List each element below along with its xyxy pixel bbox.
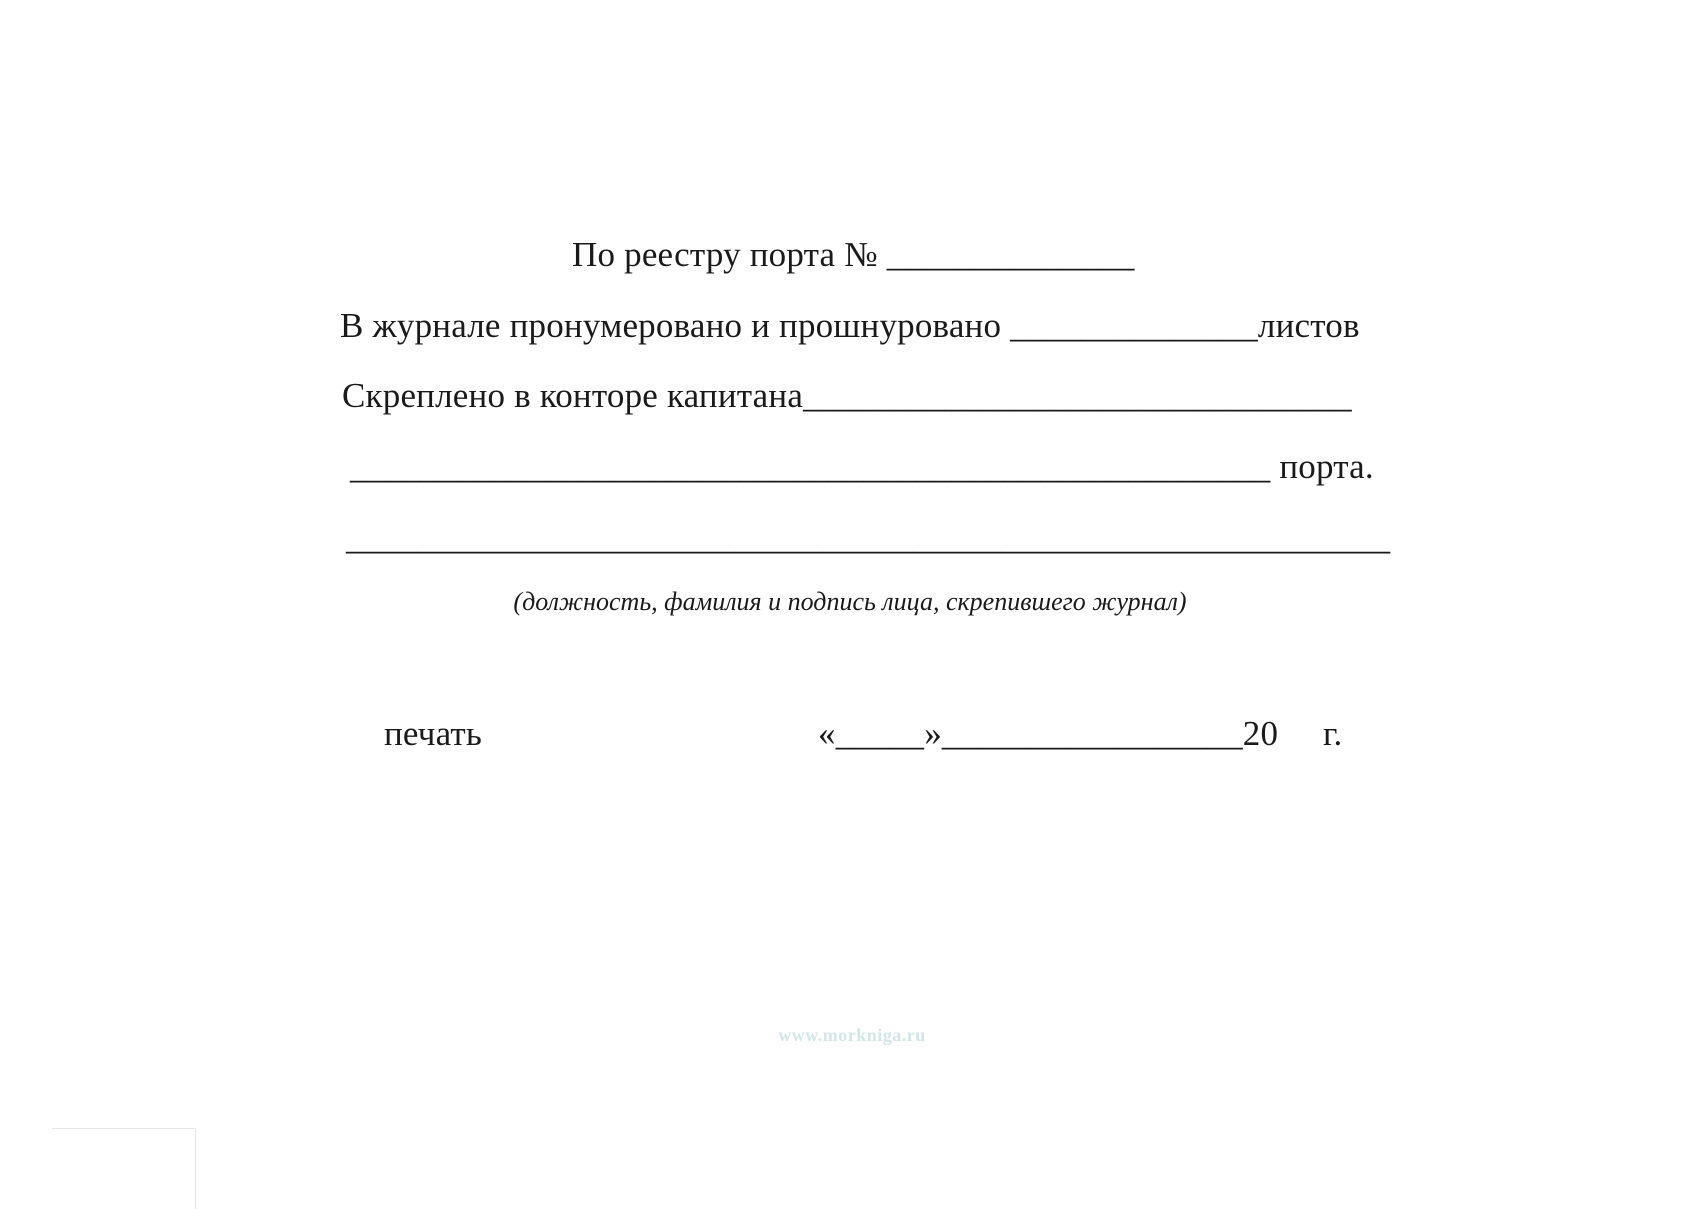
- port-name-line: ____________________________________________________ порта.: [350, 447, 1374, 486]
- sealed-office-line: Скреплено в конторе капитана_______________________________: [342, 376, 1352, 415]
- seal-label: печать: [384, 714, 483, 753]
- signature-caption: (должность, фамилия и подпись лица, скрепившего журнал): [513, 587, 1187, 616]
- signature-line: ___________________________________________________________: [346, 518, 1391, 557]
- pages-count-line: В журнале пронумеровано и прошнуровано ______________листов: [340, 306, 1360, 345]
- registry-number-line: По реестру порта № ______________: [572, 235, 1135, 274]
- corner-frame: [52, 1128, 196, 1209]
- date-line: «_____»_________________20 г.: [818, 714, 1343, 753]
- watermark: www.morkniga.ru: [778, 1025, 926, 1045]
